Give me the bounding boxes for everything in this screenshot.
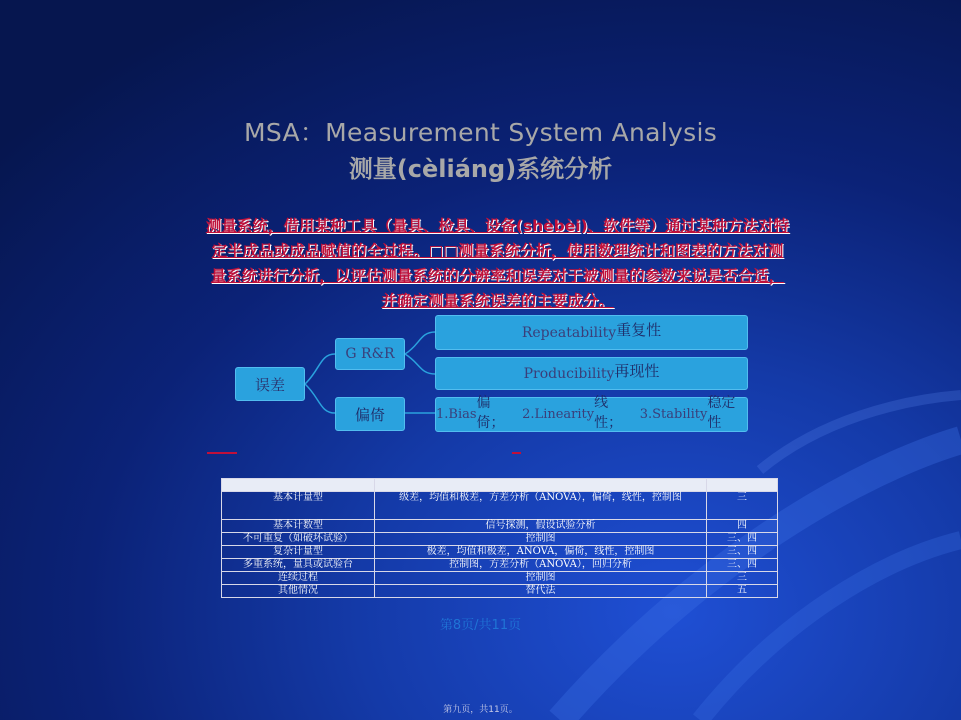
cell-type: 不可重复（如破坏试验） xyxy=(222,533,375,546)
bias-en: 1.Bias xyxy=(436,407,477,422)
bias-cn: 偏倚； xyxy=(476,394,505,431)
title-english: MSA：Measurement System Analysis xyxy=(243,118,718,147)
table-row xyxy=(222,520,778,533)
bias-node xyxy=(335,397,405,431)
cell-method: 替代法 xyxy=(375,585,707,598)
stability-en: 3.Stability xyxy=(639,407,708,422)
cell-chapter: 五 xyxy=(707,585,778,598)
repeatability-en: Repeatability xyxy=(521,324,617,341)
table-row xyxy=(222,546,778,559)
red-underline-mark xyxy=(207,452,237,454)
table-row xyxy=(222,559,778,572)
cell-type: 基本计量型 xyxy=(222,492,375,520)
table-row xyxy=(222,572,778,585)
cell-type: 连续过程 xyxy=(222,572,375,585)
grr-node xyxy=(335,338,405,370)
repeatability-node xyxy=(435,315,748,350)
definition-paragraph: 测量系统，借用某种工具（量具、检具、设备(shèbèi)、软件等）通过某种方法对特定半成品或成品赋值的全过程。□□测量系统分析，使用数理统计和图表的方法对测量系统进行分析，以评估测量系统的分辨率和误差对于被测量的参数来说是否合适，并确定测量系统误差的主要成分。 xyxy=(205,217,790,310)
cell-method: 控制图，方差分析（ANOVA），回归分析 xyxy=(375,559,707,572)
footer-page-indicator: 第九页，共11页。 xyxy=(443,705,518,715)
grr-node-label: G R&R xyxy=(345,346,395,362)
linearity-en: 2.Linearity xyxy=(522,407,595,422)
header-msa-chapter: MSA章节 xyxy=(707,479,778,492)
cell-type: 复杂计量型 xyxy=(222,546,375,559)
msa-methods-table xyxy=(221,478,778,598)
table-row xyxy=(222,492,778,520)
cell-chapter: 三、四 xyxy=(707,546,778,559)
cell-chapter: 三、四 xyxy=(707,559,778,572)
cell-type: 基本计数型 xyxy=(222,520,375,533)
cell-chapter: 三 xyxy=(707,572,778,585)
table-header-row xyxy=(222,479,778,492)
header-msa-method: MSA方法 xyxy=(375,479,707,492)
error-node-label: 误差 xyxy=(254,375,285,394)
cell-method: 信号探测，假设试验分析 xyxy=(375,520,707,533)
title-chinese: 测量(cèliáng)系统分析 xyxy=(348,155,613,183)
reproducibility-node xyxy=(435,357,748,390)
cell-chapter: 四 xyxy=(707,520,778,533)
repeatability-cn: 重复性 xyxy=(616,321,662,339)
table-row xyxy=(222,533,778,546)
cell-method: 控制图 xyxy=(375,572,707,585)
red-underline-mark-small xyxy=(512,452,521,454)
cell-chapter: 三、四 xyxy=(707,533,778,546)
bias-types-node xyxy=(435,394,748,432)
table-row xyxy=(222,585,778,598)
stability-cn: 稳定性 xyxy=(707,394,736,431)
linearity-cn: 线性； xyxy=(594,394,623,431)
reproducibility-cn: 再现性 xyxy=(614,362,660,380)
cell-type: 多重系统，量具或试验台 xyxy=(222,559,375,572)
header-system-type: 测量系统类型 xyxy=(222,479,375,492)
reproducibility-en: Producibility xyxy=(523,365,615,382)
cell-method: 控制图 xyxy=(375,533,707,546)
cell-method: 极差，均值和极差，ANOVA，偏倚，线性，控制图 xyxy=(375,546,707,559)
cell-chapter: 三 xyxy=(707,492,778,520)
cell-method: 级差，均值和极差，方差分析（ANOVA），偏倚，线性，控制图 xyxy=(375,492,707,520)
cell-type: 其他情况 xyxy=(222,585,375,598)
page-number: 第8页/共11页 xyxy=(439,618,522,633)
error-node xyxy=(235,367,305,401)
bias-node-label: 偏倚 xyxy=(354,405,385,424)
